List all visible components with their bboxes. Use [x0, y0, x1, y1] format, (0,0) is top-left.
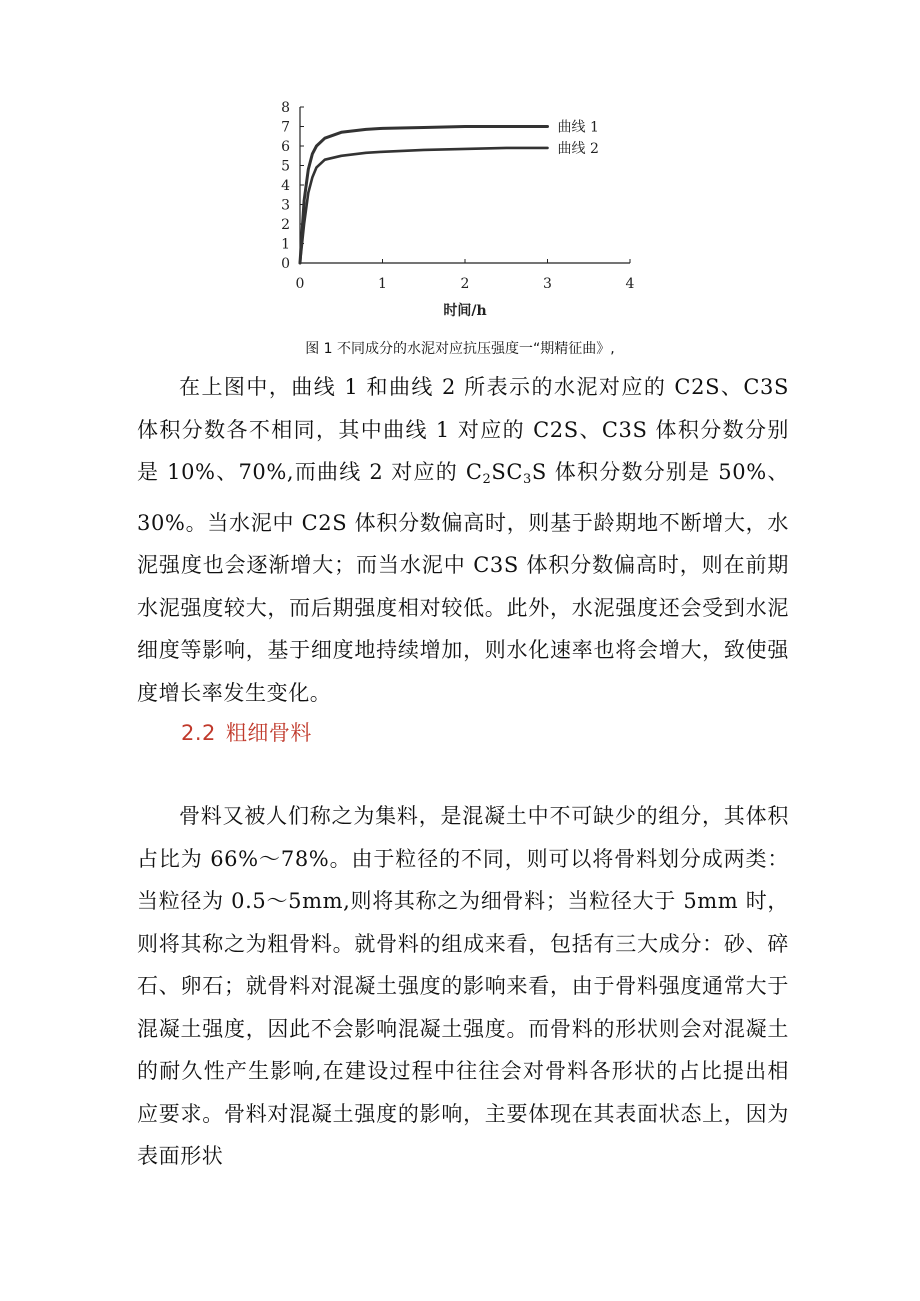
- paragraph-text-b: SC: [491, 460, 524, 484]
- y-tick-label: 4: [281, 178, 290, 194]
- strength-curve-chart: [268, 92, 658, 332]
- y-tick-label: 3: [281, 197, 290, 214]
- series-label-2: 曲线 2: [557, 140, 599, 157]
- chart-series: [300, 127, 548, 264]
- subscript-2: 2: [482, 472, 492, 487]
- figure-caption: 图 1 不同成分的水泥对应抗压强度一“期精征曲》,: [305, 341, 615, 357]
- x-tick-label: 0: [295, 276, 305, 292]
- section-title: 粗细骨料: [225, 721, 312, 745]
- paragraph-text-c: S 体积分数分别是 50%、30%。当水泥中 C2S 体积分数偏高时，则基于龄期地不断增大，水泥强度也会逐渐增大；而当水泥中 C3S 体积分数偏高时，则在前期水泥强度较大，而后期强度相对较低。此外，水泥强度还会受到水泥细度等影响，基于细度地持续增加，则水化速率也将会增大，致使强度增长率发生变化。: [137, 460, 789, 705]
- y-tick-label: 5: [281, 158, 290, 175]
- section-number: 2.2: [181, 721, 216, 745]
- x-tick-label: 4: [625, 276, 635, 292]
- section-heading: [181, 717, 312, 747]
- x-tick-label: 1: [378, 276, 387, 292]
- x-axis-label: 时间/h: [443, 303, 487, 319]
- x-tick-label: 3: [543, 276, 552, 292]
- y-tick-label: 7: [281, 119, 290, 136]
- y-tick-label: 2: [281, 217, 290, 233]
- series-label-1: 曲线 1: [557, 119, 599, 136]
- y-tick-label: 0: [281, 256, 290, 272]
- paragraph-curve-analysis: [137, 366, 789, 714]
- subscript-3: 3: [523, 472, 532, 487]
- y-tick-label: 1: [281, 236, 290, 253]
- paragraph-text-a: 在上图中，曲线 1 和曲线 2 所表示的水泥对应的 C2S、C3S 体积分数各不相同，其中曲线 1 对应的 C2S、C3S 体积分数分别是 10%、70%,而曲线 2 对应的 C: [137, 375, 789, 484]
- y-tick-label: 8: [281, 100, 290, 116]
- y-tick-label: 6: [281, 139, 290, 155]
- series-line-2: [300, 148, 548, 263]
- x-tick-label: 2: [460, 276, 470, 292]
- strength-curve-figure: [268, 92, 658, 332]
- paragraph-aggregate: 骨料又被人们称之为集料，是混凝土中不可缺少的组分，其体积占比为 66%～78%。由于粒径的不同，则可以将骨料划分成两类：当粒径为 0.5～5mm,则将其称之为细骨料；当粒径大于 5mm 时，则将其称之为粗骨料。就骨料的组成来看，包括有三大成分：砂、碎石、卵石；就骨料对混凝土强度的影响来看，由于骨料强度通常大于混凝土强度，因此不会影响混凝土强度。而骨料的形状则会对混凝土的耐久性产生影响,在建设过程中往往会对骨料各形状的占比提出相应要求。骨料对混凝土强度的影响，主要体现在其表面状态上，因为表面形状: [137, 804, 789, 1168]
